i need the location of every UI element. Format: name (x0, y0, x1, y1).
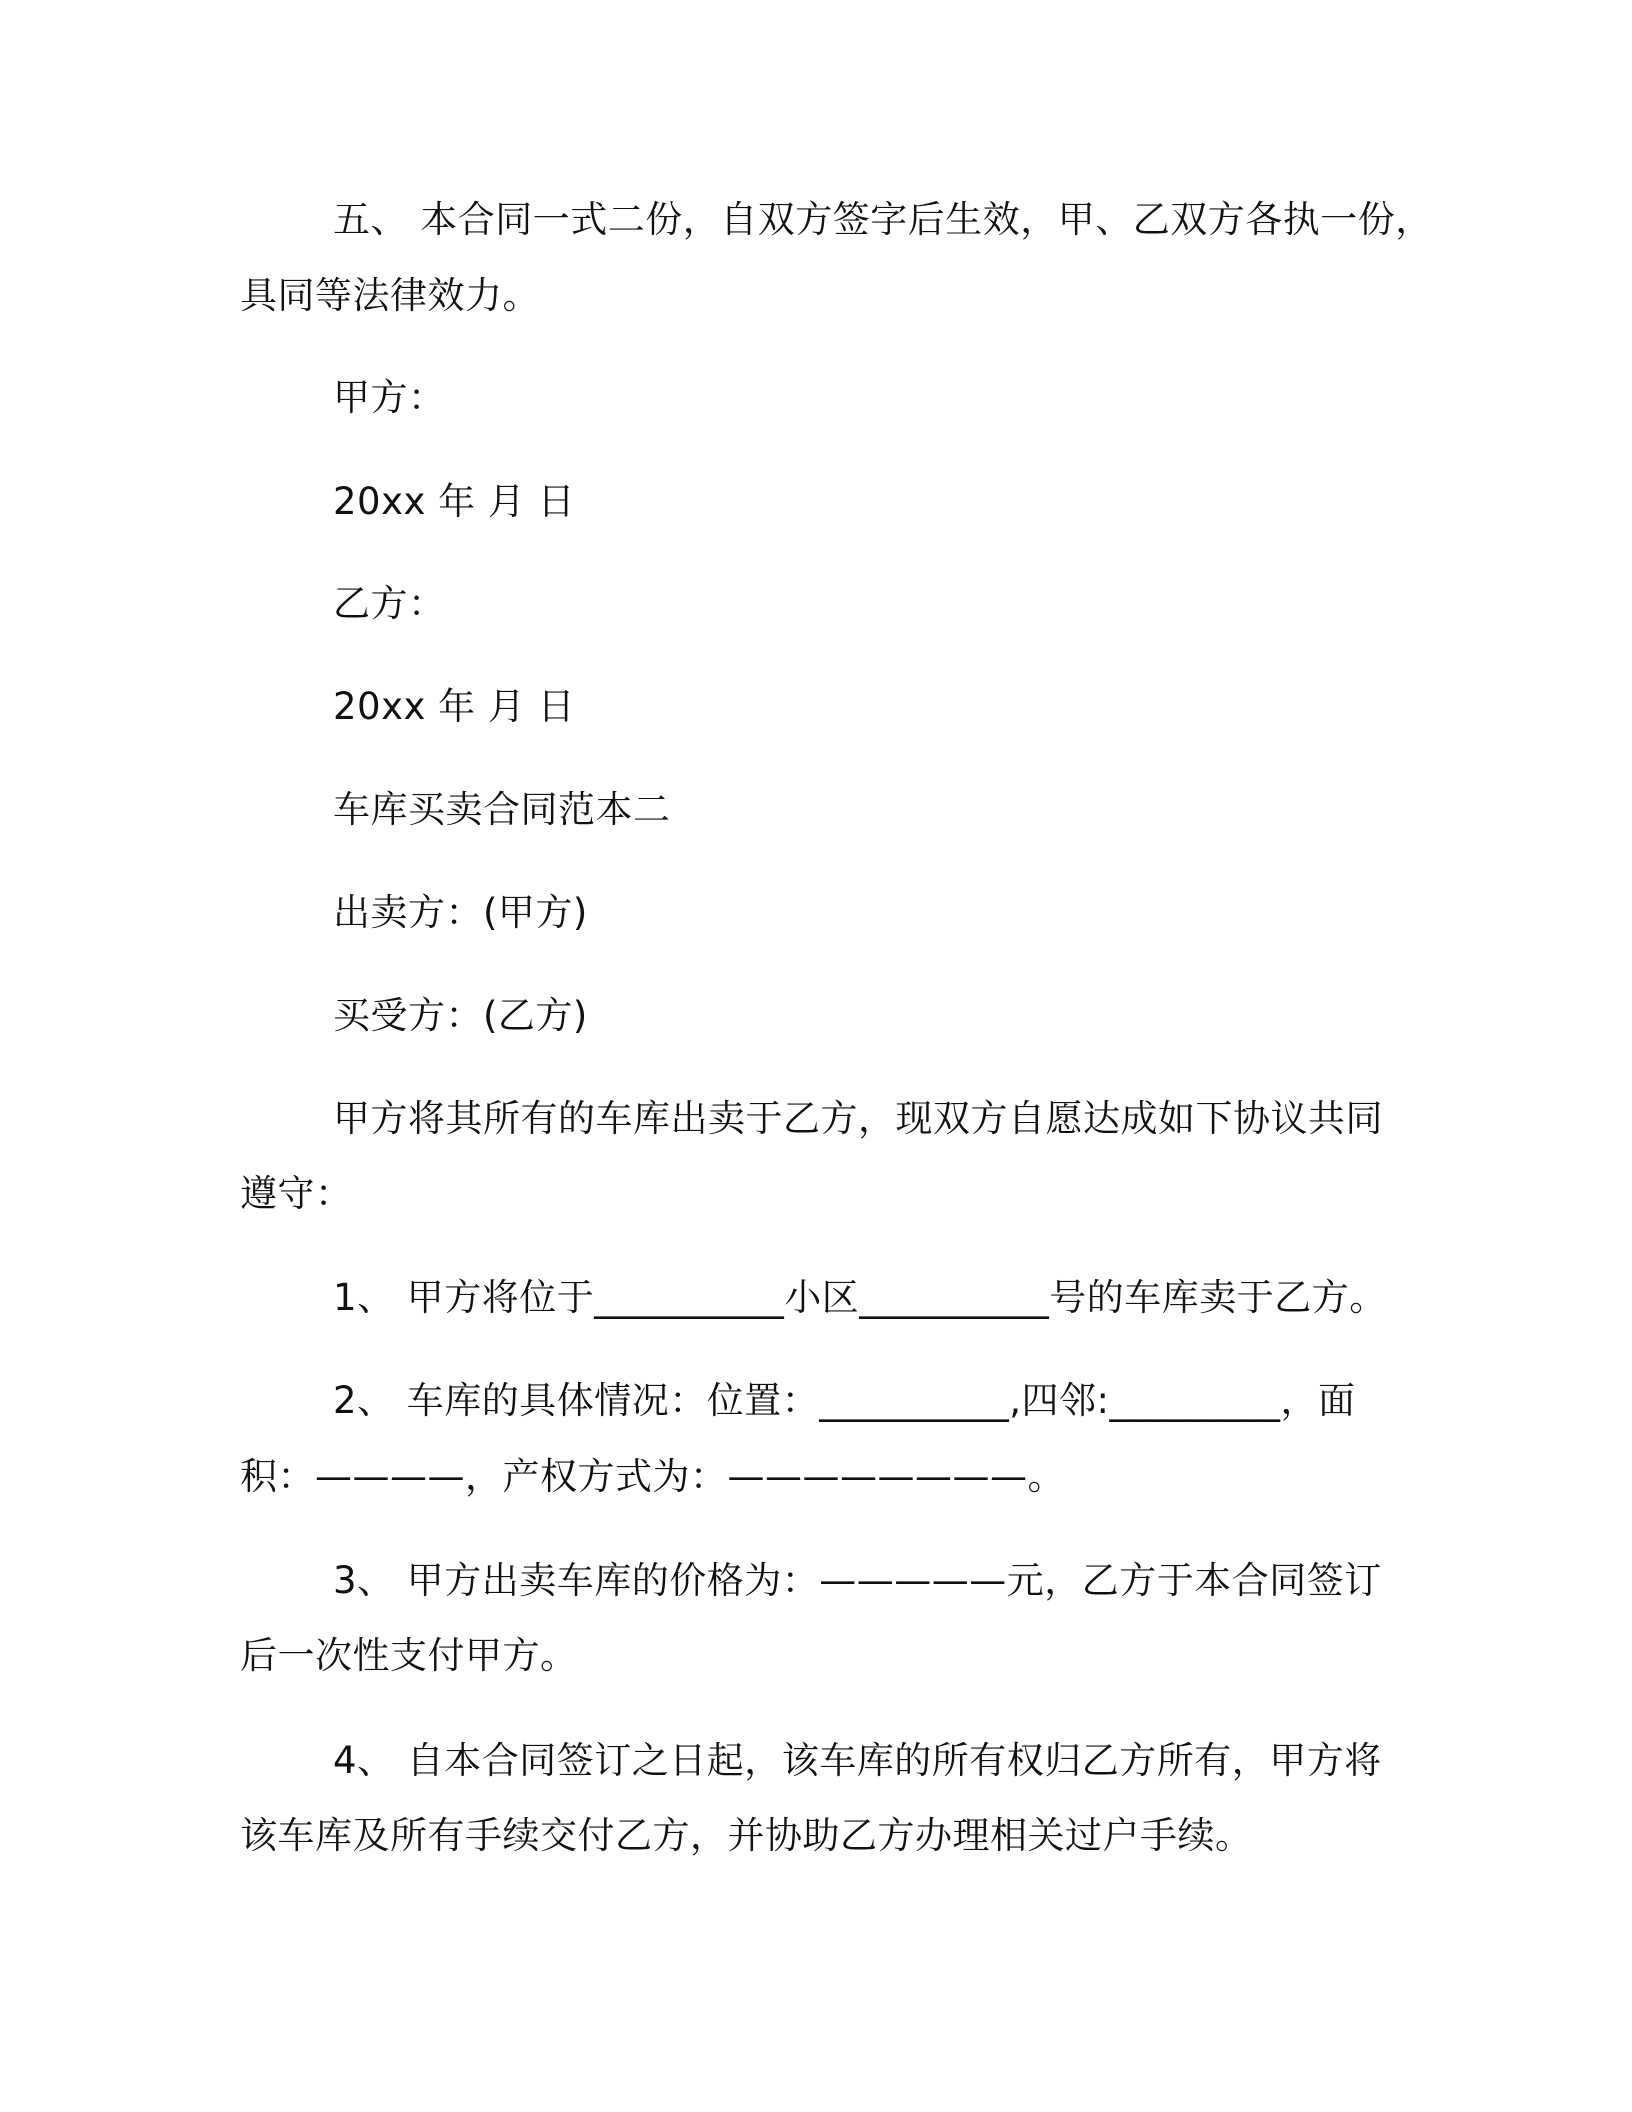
contract-title: 车库买卖合同范本二 (333, 788, 671, 831)
party-b-signature-label: 乙方： (333, 582, 446, 625)
clause-3-line-1: 3、 甲方出卖车库的价格为：—————元，乙方于本合同签订 (333, 1559, 1382, 1602)
party-a-date: 20xx 年 月 日 (333, 480, 576, 523)
party-b-date: 20xx 年 月 日 (333, 685, 576, 728)
clause-5-line-2: 具同等法律效力。 (240, 274, 540, 317)
preamble-line-2: 遵守： (240, 1172, 353, 1215)
seller-label: 出卖方：(甲方) (333, 891, 588, 934)
buyer-label: 买受方：(乙方) (333, 994, 588, 1037)
clause-5-line-1: 五、 本合同一式二份，自双方签字后生效，甲、乙双方各执一份， (333, 198, 1433, 241)
clause-4-line-1: 4、 自本合同签订之日起，该车库的所有权归乙方所有，甲方将 (333, 1739, 1382, 1782)
party-a-signature-label: 甲方： (333, 376, 446, 419)
preamble-line-1: 甲方将其所有的车库出卖于乙方，现双方自愿达成如下协议共同 (333, 1097, 1383, 1140)
clause-3-line-2: 后一次性支付甲方。 (240, 1634, 578, 1677)
clause-2-line-1: 2、 车库的具体情况：位置：__________,四邻:_________，面 (333, 1379, 1356, 1422)
clause-2-line-2: 积：————，产权方式为：————————。 (240, 1455, 1065, 1498)
clause-1: 1、 甲方将位于__________小区__________号的车库卖于乙方。 (333, 1276, 1387, 1319)
clause-4-line-2: 该车库及所有手续交付乙方，并协助乙方办理相关过户手续。 (240, 1814, 1253, 1857)
